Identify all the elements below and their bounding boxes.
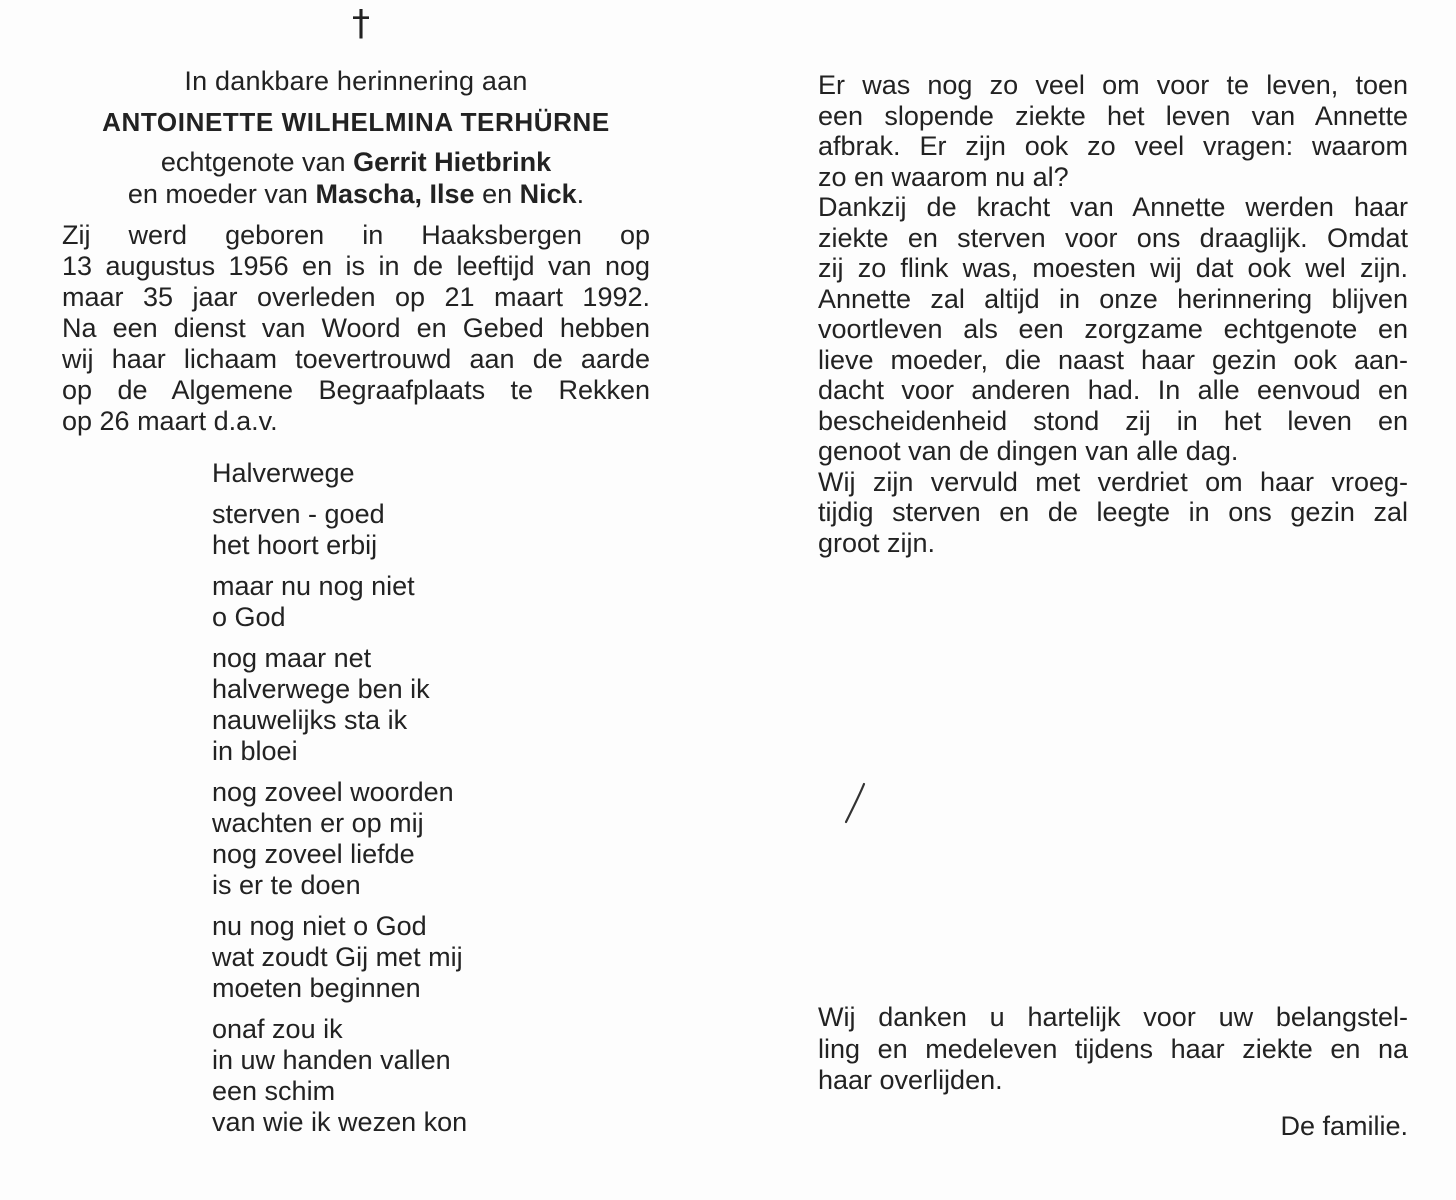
thanks-line: Wij danken u hartelijk voor uw belangstel-	[818, 1002, 1408, 1032]
thanks-paragraph	[818, 1002, 1408, 1097]
poem-line: halverwege ben ik	[212, 674, 430, 704]
children-line	[62, 178, 650, 210]
poem-line: in uw handen vallen	[212, 1045, 451, 1075]
spouse-prefix: echtgenote van	[160, 147, 346, 177]
children-end: .	[576, 179, 585, 209]
tribute-line: tijdig sterven en de leegte in ons gezin zal	[818, 497, 1408, 527]
poem-line: nu nog niet o God	[212, 911, 427, 941]
tribute-line: Dankzij de kracht van Annette werden haar	[818, 192, 1408, 222]
poem-stanza	[212, 571, 532, 633]
pen-stroke-mark	[838, 782, 868, 828]
children-and: en	[482, 179, 513, 209]
poem-line: maar nu nog niet	[212, 571, 415, 601]
poem-line: Halverwege	[212, 458, 355, 488]
poem-line: moeten beginnen	[212, 973, 421, 1003]
tribute-line: bescheidenheid stond zij in het leven en	[818, 405, 1408, 436]
bio-line: 13 augustus 1956 en is in de leeftijd van nog	[62, 251, 650, 281]
tribute-line: voortleven als een zorgzame echtgenote en	[818, 314, 1408, 344]
bio-line: maar 35 jaar overleden op 21 maart 1992.	[62, 282, 650, 312]
tribute-line: zij zo flink was, moesten wij dat ook wel zijn.	[818, 253, 1408, 283]
poem-line: nauwelijks sta ik	[212, 705, 408, 735]
poem-line: wachten er op mij	[212, 808, 424, 838]
deceased-name: ANTOINETTE WILHELMINA TERHÜRNE	[102, 107, 610, 137]
tribute-line: zo en waarom nu al?	[818, 161, 1069, 192]
intro-line: In dankbare herinnering aan	[184, 66, 528, 96]
children-last-name: Nick	[519, 179, 577, 209]
tribute-line: lieve moeder, die naast haar gezin ook aan-	[818, 344, 1408, 375]
spouse-line	[62, 146, 650, 178]
bio-line: op 26 maart d.a.v.	[62, 406, 278, 436]
poem-stanza	[212, 777, 532, 901]
tribute-line: groot zijn.	[818, 527, 936, 558]
poem-line: o God	[212, 602, 286, 632]
biography	[62, 220, 650, 437]
poem-stanza	[212, 458, 532, 489]
poem-line: nog zoveel liefde	[212, 839, 415, 869]
children-names: Mascha, Ilse	[315, 179, 475, 209]
poem-line: het hoort erbij	[212, 530, 378, 560]
tribute-line: Annette zal altijd in onze herinnering blijven	[818, 283, 1408, 314]
cross-icon: †	[352, 3, 370, 44]
bio-line: op de Algemene Begraafplaats te Rekken	[62, 375, 650, 405]
left-column	[62, 60, 650, 437]
tribute-line: een slopende ziekte het leven van Annette	[818, 100, 1408, 131]
signoff: De familie.	[1280, 1111, 1408, 1141]
spouse-name: Gerrit Hietbrink	[353, 147, 552, 177]
tribute-line: Wij zijn vervuld met verdriet om haar vroeg-	[818, 466, 1408, 497]
poem-stanza	[212, 911, 532, 1004]
tribute-line: afbrak. Er zijn ook zo veel vragen: waarom	[818, 131, 1408, 161]
poem	[212, 458, 532, 1148]
poem-stanza	[212, 1014, 532, 1138]
poem-line: nog zoveel woorden	[212, 777, 454, 807]
tribute-line: genoot van de dingen van alle dag.	[818, 436, 1239, 466]
thanks-line: haar overlijden.	[818, 1065, 1003, 1095]
thanks-line: ling en medeleven tijdens haar ziekte en na	[818, 1033, 1408, 1064]
bio-line: Zij werd geboren in Haaksbergen op	[62, 220, 650, 250]
bio-line: wij haar lichaam toevertrouwd aan de aarde	[62, 344, 650, 374]
tribute-paragraph	[818, 70, 1408, 558]
tribute-line: ziekte en sterven voor ons draaglijk. Omdat	[818, 222, 1408, 253]
poem-line: wat zoudt Gij met mij	[212, 942, 463, 972]
poem-line: onaf zou ik	[212, 1014, 343, 1044]
poem-stanza	[212, 499, 532, 561]
poem-line: nog maar net	[212, 643, 372, 673]
poem-line: van wie ik wezen kon	[212, 1107, 468, 1137]
poem-stanza	[212, 643, 532, 767]
poem-line: sterven - goed	[212, 499, 385, 529]
tribute-line: Er was nog zo veel om voor te leven, toen	[818, 70, 1408, 100]
tribute-line: dacht voor anderen had. In alle eenvoud en	[818, 375, 1408, 405]
poem-line: in bloei	[212, 736, 298, 766]
bio-line: Na een dienst van Woord en Gebed hebben	[62, 313, 650, 343]
poem-line: een schim	[212, 1076, 336, 1106]
children-prefix: en moeder van	[127, 179, 308, 209]
poem-line: is er te doen	[212, 870, 361, 900]
